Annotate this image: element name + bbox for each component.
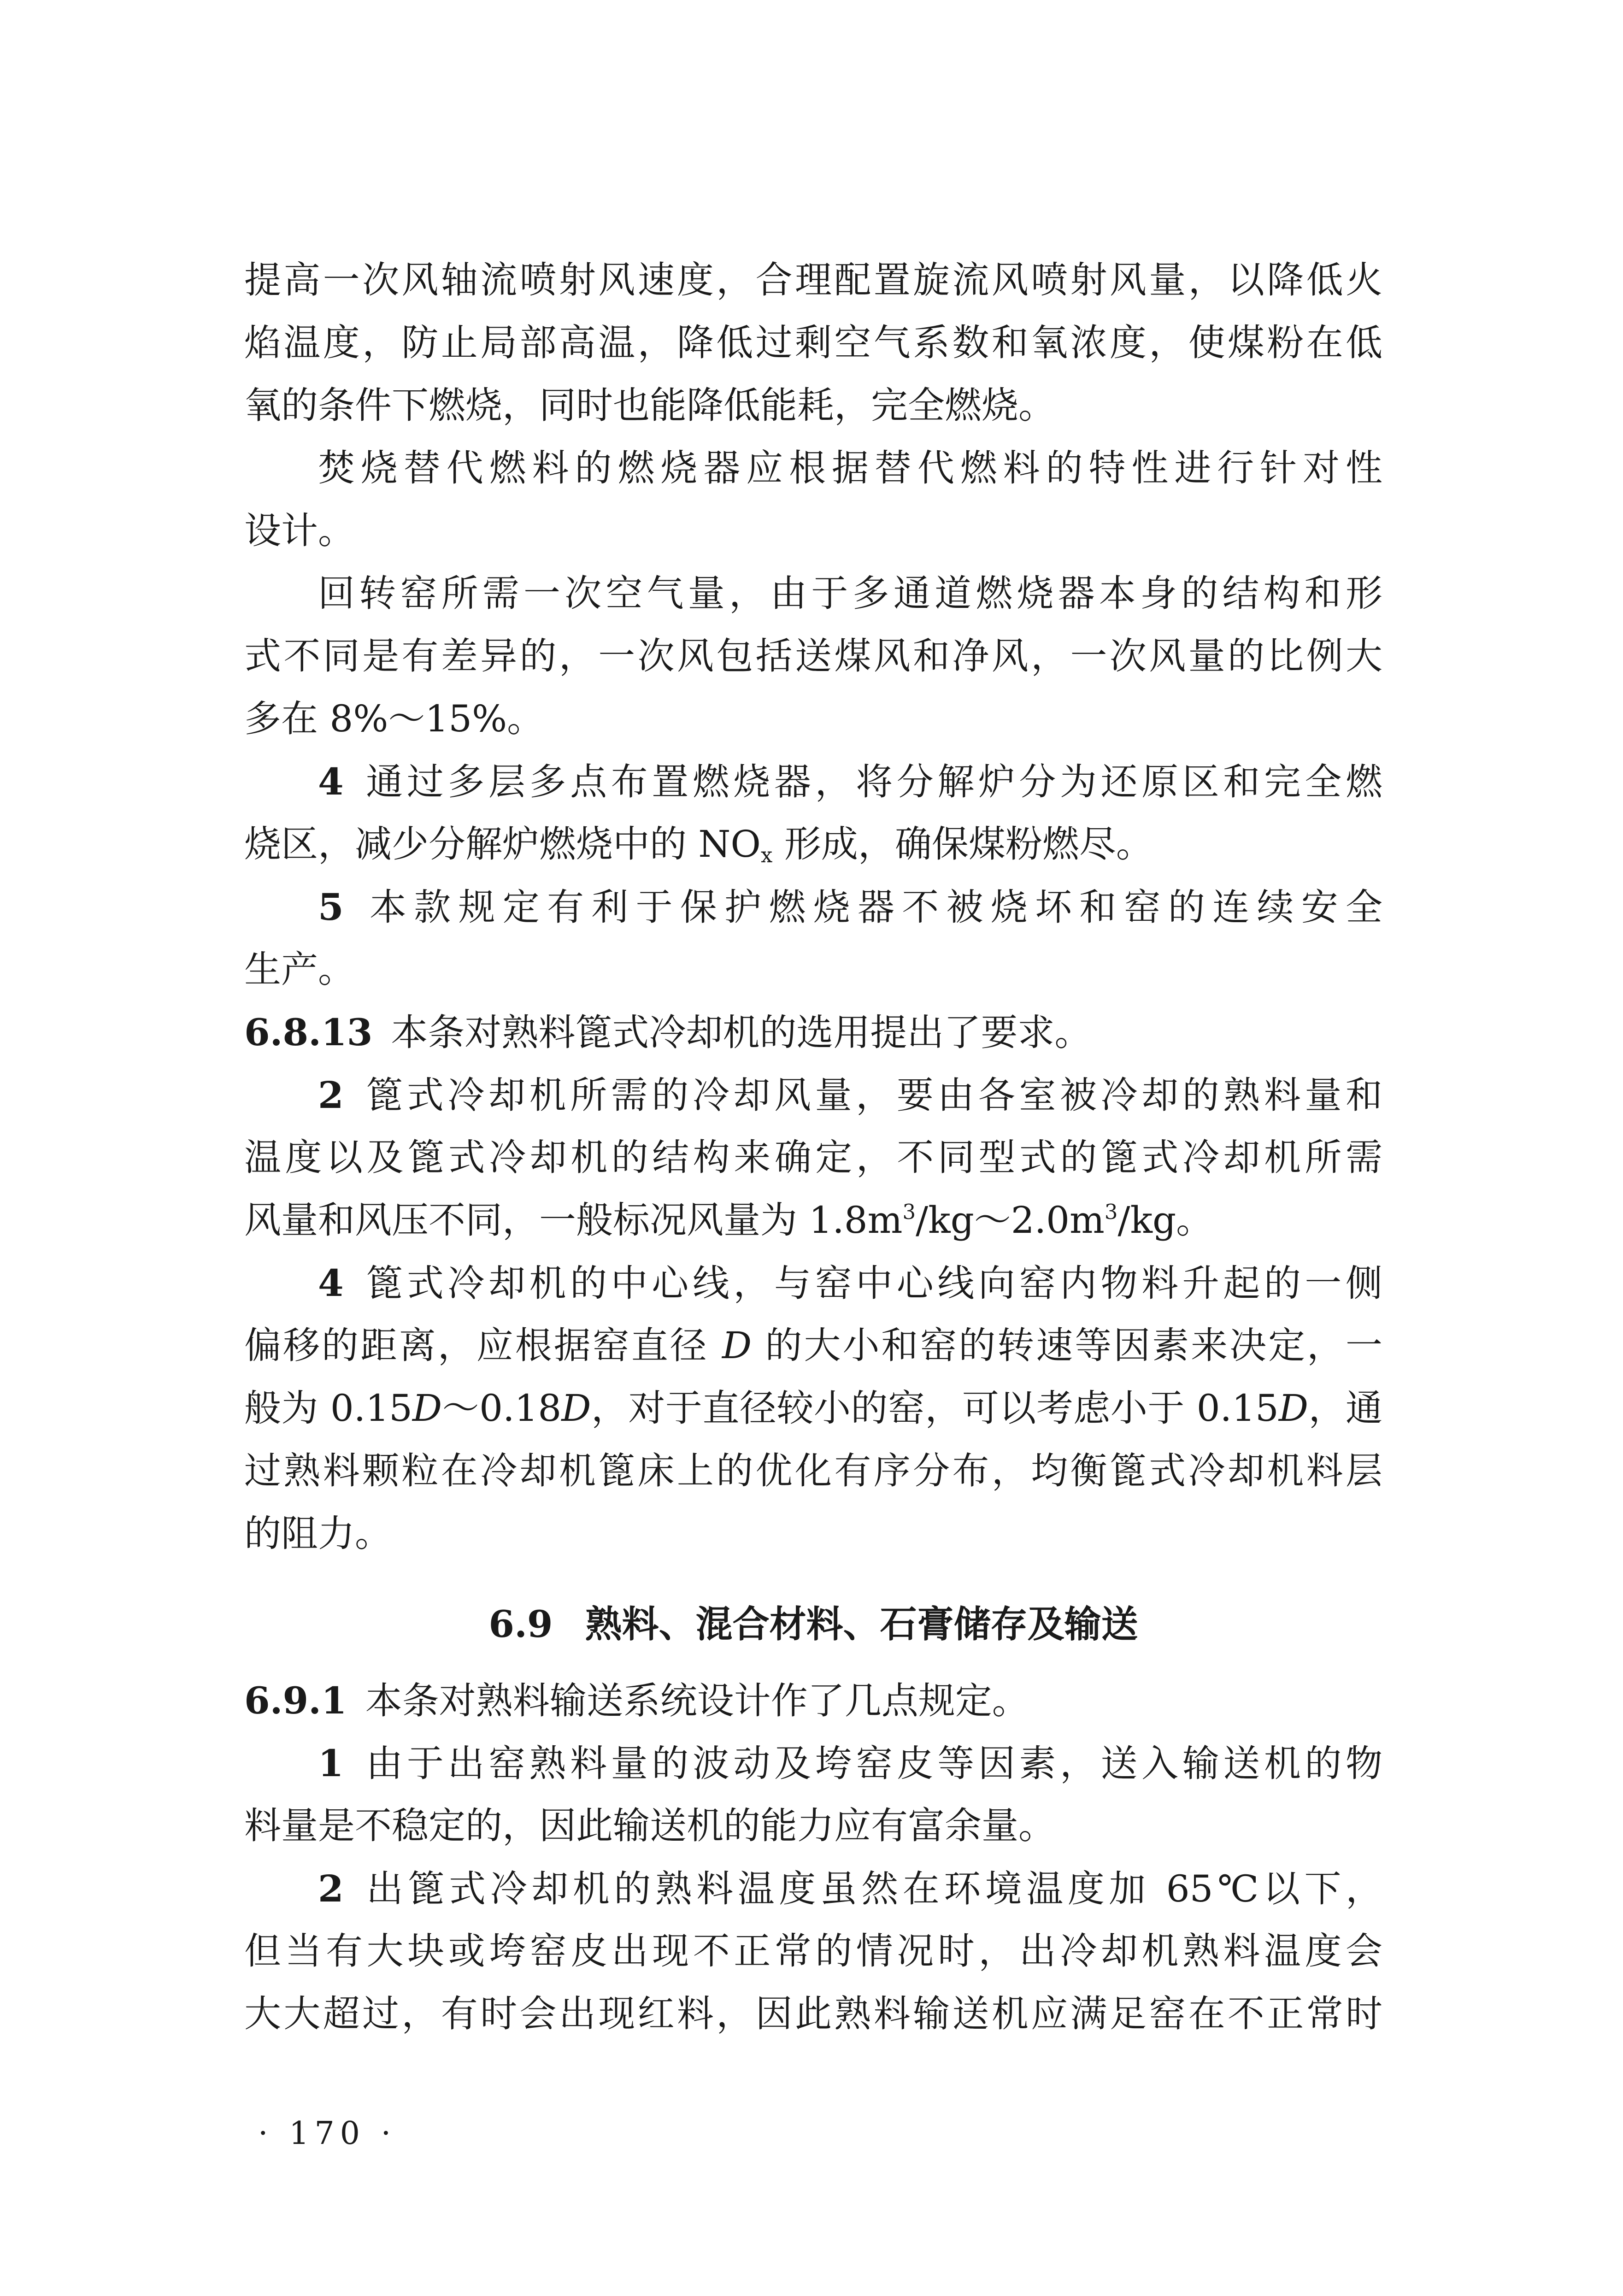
text-line bbox=[244, 1669, 1382, 1732]
paragraph bbox=[244, 437, 1382, 562]
item-text: 由于出窑熟料量的波动及垮窑皮等因素，送入输送机的物 bbox=[362, 1742, 1382, 1785]
text-line bbox=[244, 1001, 1382, 1064]
text-line bbox=[244, 1857, 1382, 1920]
list-item bbox=[244, 1252, 1382, 1565]
variable: D bbox=[412, 1387, 442, 1430]
item-number: 5 bbox=[318, 885, 344, 929]
text-fragment: 的大小和窑的转速等因素来决定，一 bbox=[752, 1324, 1382, 1367]
text-line bbox=[244, 813, 1382, 876]
text-fragment: ，通 bbox=[1308, 1387, 1383, 1430]
list-item bbox=[244, 750, 1382, 876]
text-line: 提高一次风轴流喷射风速度，合理配置旋流风喷射风量，以降低火 bbox=[244, 259, 1382, 301]
item-text: 本款规定有利于保护燃烧器不被烧坏和窑的连续安全 bbox=[362, 886, 1382, 929]
item-number: 4 bbox=[318, 760, 344, 803]
text-line: 生产。 bbox=[244, 948, 355, 991]
text-line: 但当有大块或垮窑皮出现不正常的情况时，出冷却机熟料温度会 bbox=[244, 1930, 1382, 1972]
variable: D bbox=[561, 1387, 591, 1430]
superscript: 3 bbox=[1104, 1200, 1118, 1224]
text-line: 设计。 bbox=[244, 509, 355, 552]
text-fragment: /kg。 bbox=[1117, 1199, 1213, 1242]
text-line: 温度以及篦式冷却机的结构来确定，不同型式的篦式冷却机所需 bbox=[244, 1136, 1382, 1179]
text-line bbox=[244, 1189, 1382, 1252]
text-line bbox=[244, 750, 1382, 813]
text-fragment: 烧区，减少分解炉燃烧中的 NO bbox=[244, 823, 761, 865]
text-line: 式不同是有差异的，一次风包括送煤风和净风，一次风量的比例大 bbox=[244, 635, 1382, 677]
section-title-text: 熟料、混合材料、石膏储存及输送 bbox=[585, 1603, 1138, 1646]
text-fragment: 偏移的距离，应根据窑直径 bbox=[244, 1324, 722, 1367]
text-line: 回转窑所需一次空气量，由于多通道燃烧器本身的结构和形 bbox=[318, 572, 1382, 615]
item-text: 出篦式冷却机的熟料温度虽然在环境温度加 65℃以下， bbox=[362, 1867, 1382, 1910]
text-line bbox=[244, 1377, 1382, 1440]
text-line: 料量是不稳定的，因此输送机的能力应有富余量。 bbox=[244, 1804, 1055, 1847]
superscript: 3 bbox=[902, 1200, 916, 1224]
text-line: 过熟料颗粒在冷却机篦床上的优化有序分布，均衡篦式冷却机料层 bbox=[244, 1449, 1382, 1492]
text-line bbox=[244, 1252, 1382, 1314]
paragraph bbox=[244, 562, 1382, 750]
text-fragment: /kg～2.0m bbox=[916, 1199, 1105, 1242]
clause-number: 6.9.1 bbox=[244, 1679, 347, 1722]
variable: D bbox=[722, 1324, 752, 1367]
text-fragment: 风量和风压不同，一般标况风量为 1.8m bbox=[244, 1199, 903, 1242]
paragraph bbox=[244, 249, 1382, 437]
section-number: 6.9 bbox=[488, 1602, 553, 1646]
item-text: 篦式冷却机的中心线，与窑中心线向窑内物料升起的一侧 bbox=[362, 1262, 1382, 1305]
text-fragment: 般为 0.15 bbox=[244, 1387, 413, 1430]
text-line: 氧的条件下燃烧，同时也能降低能耗，完全燃烧。 bbox=[244, 384, 1055, 427]
item-text: 篦式冷却机所需的冷却风量，要由各室被冷却的熟料量和 bbox=[362, 1074, 1382, 1117]
subscript: x bbox=[761, 843, 773, 867]
list-item bbox=[244, 1064, 1382, 1252]
text-line bbox=[244, 876, 1382, 938]
clause bbox=[244, 1001, 1382, 1064]
text-line bbox=[244, 1314, 1382, 1377]
variable: D bbox=[1278, 1387, 1309, 1430]
page-number: · 170 · bbox=[258, 2115, 397, 2152]
text-line bbox=[244, 1064, 1382, 1126]
list-item bbox=[244, 876, 1382, 1001]
item-number: 1 bbox=[318, 1742, 344, 1785]
clause-text: 本条对熟料输送系统设计作了几点规定。 bbox=[365, 1679, 1029, 1722]
item-number: 4 bbox=[318, 1261, 344, 1305]
text-fragment: ～0.18 bbox=[442, 1387, 562, 1430]
text-line: 的阻力。 bbox=[244, 1512, 392, 1555]
text-fragment: ，对于直径较小的窑，可以考虑小于 0.15 bbox=[591, 1387, 1279, 1430]
text-line bbox=[244, 1732, 1382, 1795]
clause-text: 本条对熟料篦式冷却机的选用提出了要求。 bbox=[391, 1011, 1092, 1054]
text-line: 焰温度，防止局部高温，降低过剩空气系数和氧浓度，使煤粉在低 bbox=[244, 321, 1382, 364]
text-line: 大大超过，有时会出现红料，因此熟料输送机应满足窑在不正常时 bbox=[244, 1992, 1382, 2035]
section-heading bbox=[244, 1593, 1382, 1655]
clause-number: 6.8.13 bbox=[244, 1011, 373, 1054]
document-body bbox=[244, 249, 1382, 2045]
list-item bbox=[244, 1857, 1382, 2045]
text-line: 多在 8%～15%。 bbox=[244, 697, 544, 740]
clause bbox=[244, 1669, 1382, 1732]
text-fragment: 形成，确保煤粉燃尽。 bbox=[772, 823, 1153, 865]
text-line: 焚烧替代燃料的燃烧器应根据替代燃料的特性进行针对性 bbox=[318, 447, 1382, 489]
list-item bbox=[244, 1732, 1382, 1857]
item-text: 通过多层多点布置燃烧器，将分解炉分为还原区和完全燃 bbox=[362, 760, 1382, 803]
item-number: 2 bbox=[318, 1073, 344, 1117]
item-number: 2 bbox=[318, 1867, 344, 1910]
